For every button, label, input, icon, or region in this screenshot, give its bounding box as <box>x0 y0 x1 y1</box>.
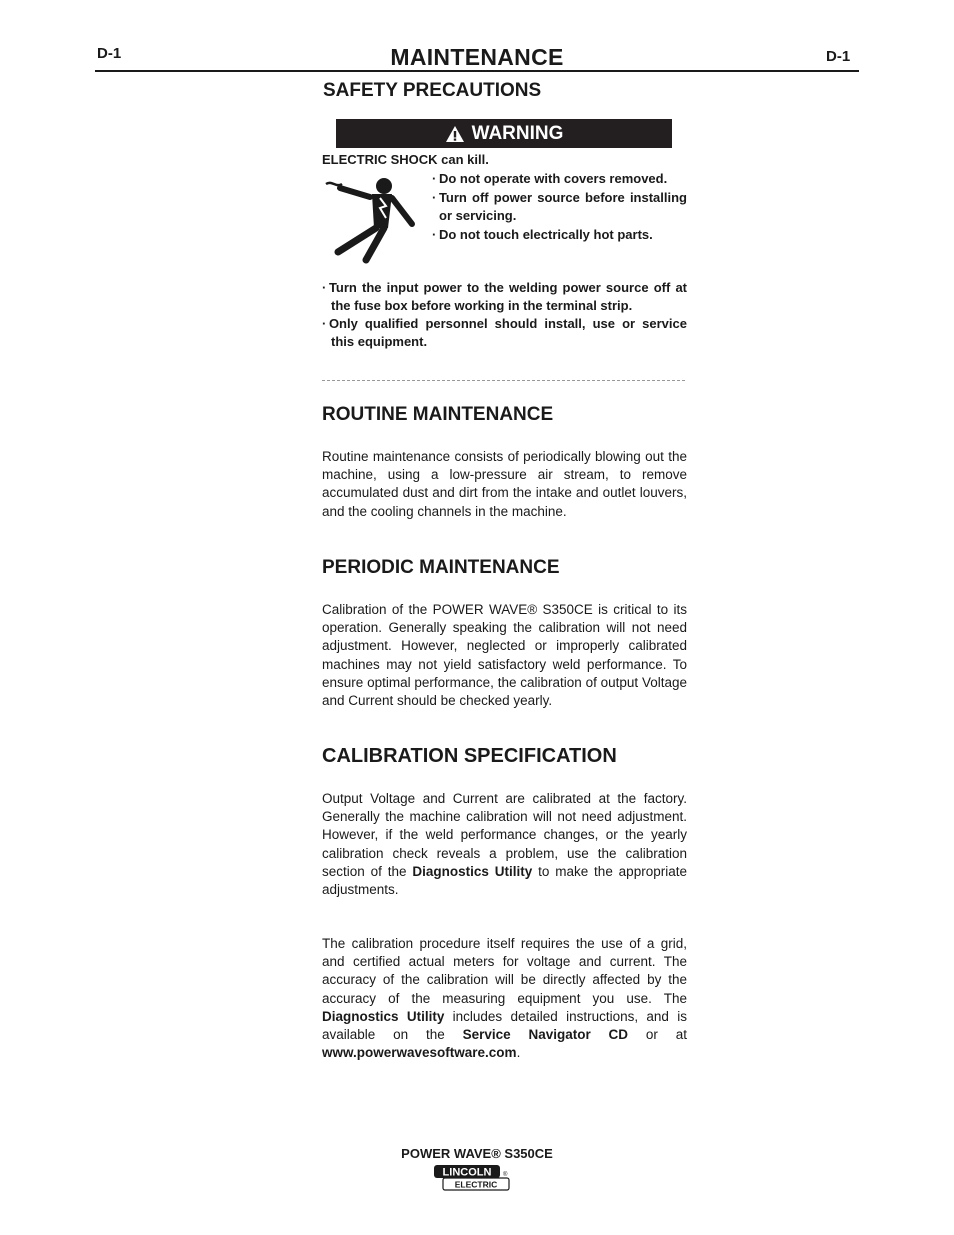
list-item: · Turn the input power to the welding power source off at the fuse box before working in the terminal strip. <box>322 280 687 313</box>
periodic-heading: PERIODIC MAINTENANCE <box>322 557 560 578</box>
warning-label: WARNING <box>471 122 564 144</box>
logo-bottom-text: ELECTRIC <box>454 1179 498 1190</box>
periodic-text: Calibration of the POWER WAVE® S350CE is critical to its operation. Generally speaking the calibration will not need adjustment. However, neglected or improperly calibrated machines may not yield satisfactory weld performance. To ensure optimal performance, the calibration of output Voltage and Current should be checked yearly. <box>322 602 687 709</box>
shock-warning-line: ELECTRIC SHOCK can kill. <box>322 152 489 167</box>
routine-heading: ROUTINE MAINTENANCE <box>322 404 554 425</box>
lincoln-electric-logo <box>433 1164 513 1192</box>
calibration-paragraph-1: Output Voltage and Current are calibrated at the factory. Generally the machine calibration will not need adjustment. However, if the weld performance changes, or the yearly calibration check reveals a problem, use the calibration section of the Diagnostics Utility to make the appropriate adjustments. <box>322 791 687 898</box>
diagnostics-utility-ref: Diagnostics Utility <box>322 1008 445 1024</box>
routine-text: Routine maintenance consists of periodically blowing out the machine, using a low-pressure air stream, to remove accumulated dust and dirt from the intake and outlet louvers, and the cooling channels in the machine. <box>322 449 687 519</box>
logo-top-text: LINCOLN <box>442 1166 492 1179</box>
diagnostics-utility-ref: Diagnostics Utility <box>412 863 533 879</box>
page-number-left: D-1 <box>97 45 122 62</box>
calibration-paragraph-2: The calibration procedure itself requires the use of a grid, and certified actual meters for voltage and current. The accuracy of the calibration will be directly affected by the accuracy of the measuring equipment you use. The Diagnostics Utility includes detailed instructions, and is available on the Service Navigator CD or at www.powerwavesoftware.com. <box>322 936 687 1061</box>
footer-model-name: POWER WAVE® S350CE <box>401 1146 553 1161</box>
icon-bullet-list <box>432 170 687 245</box>
list-item: · Do not operate with covers removed. <box>432 171 668 186</box>
header-rule <box>95 70 859 72</box>
warning-banner <box>336 119 672 148</box>
service-navigator-ref: Service Navigator CD <box>462 1027 629 1043</box>
safety-heading: SAFETY PRECAUTIONS <box>323 80 542 101</box>
page-number-right: D-1 <box>826 48 851 65</box>
warning-triangle-icon <box>445 125 465 143</box>
electric-shock-person-icon <box>322 170 422 270</box>
page-title: MAINTENANCE <box>390 44 564 70</box>
logo-registered-mark: ® <box>503 1172 508 1178</box>
calibration-heading: CALIBRATION SPECIFICATION <box>322 745 617 767</box>
website-link: www.powerwavesoftware.com <box>322 1045 517 1061</box>
list-item: · Only qualified personnel should install, use or service this equipment. <box>322 316 687 349</box>
list-item: · Turn off power source before installing or servicing. <box>432 190 687 223</box>
list-item: · Do not touch electrically hot parts. <box>432 227 653 242</box>
safety-bullet-list <box>322 279 687 351</box>
section-divider <box>322 380 685 381</box>
